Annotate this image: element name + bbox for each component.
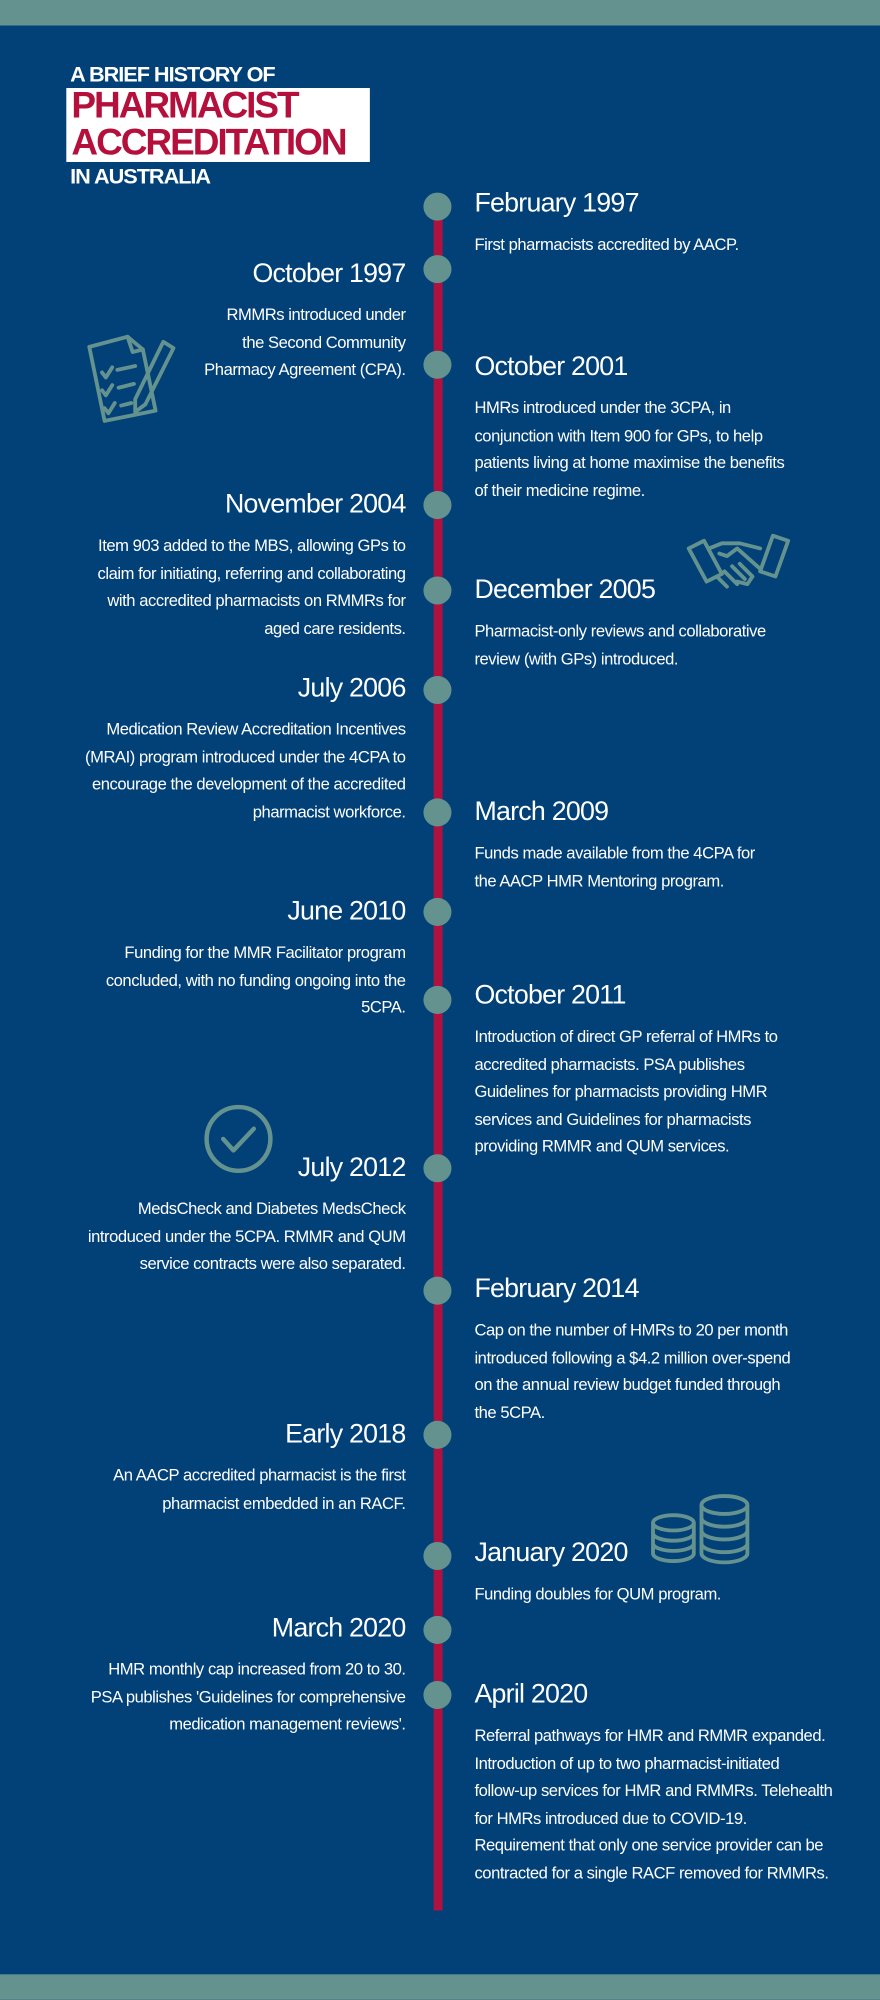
event-text: RMMRs introduced under the Second Community Pharmacy Agreement (CPA).: [204, 304, 406, 379]
event-text: Referral pathways for HMR and RMMR expanded. Introduction of up to two pharmacist-initiated follow-up services for HMR and RMMRs. Telehealth for HMRs introduced due to COVID-19. Requirement that only one service provider can be contracted for a single RACF removed for RMMRs.: [474, 1725, 833, 1882]
event-date: March 2020: [271, 1613, 406, 1643]
event-text: MedsCheck and Diabetes MedsCheck introduced under the 5CPA. RMMR and QUM service contracts were also separated.: [87, 1198, 406, 1273]
timeline-line: [434, 210, 443, 1910]
timeline-dot: [423, 798, 451, 826]
event-date: October 2001: [474, 352, 628, 382]
timeline-dot: [423, 351, 451, 379]
event-text: An AACP accredited pharmacist is the first pharmacist embedded in an RACF.: [113, 1465, 406, 1512]
timeline-dot: [423, 1681, 451, 1709]
handshake-icon: [686, 531, 791, 608]
event-date: November 2004: [224, 489, 406, 520]
checkmark-circle-icon: [202, 1102, 276, 1176]
title-line-1: A BRIEF HISTORY OF: [70, 62, 275, 87]
event-apr-2020: [474, 1678, 857, 1886]
event-date: December 2005: [474, 575, 656, 605]
timeline-dot: [423, 1542, 451, 1570]
event-mar-2009: [474, 796, 857, 894]
event-feb-2014: [474, 1273, 857, 1426]
event-oct-1997: [23, 258, 406, 384]
timeline-dot: [423, 193, 451, 221]
title-highlight-box: [66, 85, 370, 164]
event-date: July 2006: [297, 673, 406, 703]
title-line-2: PHARMACIST: [71, 85, 298, 127]
timeline-dot: [423, 1421, 451, 1449]
event-date: June 2010: [287, 896, 406, 926]
event-early-2018: [23, 1418, 406, 1516]
event-date: March 2009: [474, 797, 609, 827]
event-text: Item 903 added to the MBS, allowing GPs to claim for initiating, referring and collaborating with accredited pharmacists on RMMRs for aged care residents.: [97, 535, 406, 638]
coin-stacks-icon: [648, 1492, 755, 1569]
timeline-dot: [423, 676, 451, 704]
event-date: April 2020: [474, 1679, 588, 1710]
event-date: October 2011: [474, 980, 626, 1011]
timeline-dot: [423, 491, 451, 519]
timeline-dot: [423, 1154, 451, 1182]
event-text: Medication Review Accreditation Incentives (MRAI) program introduced under the 4CPA to encourage the development of the accredited pharmacist workforce.: [85, 719, 406, 821]
event-mar-2020: [23, 1612, 406, 1738]
timeline-dot: [423, 255, 451, 283]
event-text: HMRs introduced under the 3CPA, in conjunction with Item 900 for GPs, to help patients living at home maximise the benefits of their medicine regime.: [474, 397, 785, 500]
event-date: October 1997: [252, 258, 406, 289]
timeline-dot: [423, 986, 451, 1014]
timeline-dot: [423, 576, 451, 604]
clipboard-checklist-icon: [84, 332, 181, 426]
event-date: February 2014: [474, 1274, 639, 1304]
top-band: [0, 0, 880, 26]
event-nov-2004: [23, 488, 406, 641]
event-date: July 2012: [297, 1152, 406, 1183]
title-line-4: IN AUSTRALIA: [70, 164, 211, 189]
event-text: Introduction of direct GP referral of HMRs to accredited pharmacists. PSA publishes Guidelines for pharmacists providing HMR services and Guidelines for pharmacists providing RMMR and QUM services.: [474, 1026, 778, 1156]
title-line-3: ACCREDITATION: [71, 122, 346, 164]
event-oct-2011: [474, 980, 857, 1160]
event-text: First pharmacists accredited by AACP.: [474, 234, 739, 254]
event-text: Cap on the number of HMRs to 20 per month introduced following a $4.2 million over-spend on the annual review budget funded through the 5CPA.: [474, 1320, 791, 1422]
event-oct-2001: [474, 351, 857, 504]
timeline-dot: [423, 1616, 451, 1644]
event-feb-1997: [474, 187, 857, 258]
event-date: January 2020: [474, 1538, 628, 1568]
event-text: Funds made available from the 4CPA for the AACP HMR Mentoring program.: [474, 843, 755, 890]
bottom-band: [0, 1974, 880, 2000]
event-jun-2010: [23, 895, 406, 1021]
event-date: Early 2018: [285, 1419, 406, 1449]
timeline-dot: [423, 1277, 451, 1305]
event-text: Pharmacist-only reviews and collaborative review (with GPs) introduced.: [474, 621, 766, 668]
event-date: February 1997: [474, 188, 639, 219]
event-text: Funding for the MMR Facilitator program concluded, with no funding ongoing into the 5CPA.: [105, 942, 406, 1017]
event-jul-2006: [23, 672, 406, 825]
event-text: HMR monthly cap increased from 20 to 30. PSA publishes 'Guidelines for comprehensive medication management reviews'.: [90, 1659, 406, 1734]
event-text: Funding doubles for QUM program.: [474, 1584, 721, 1604]
event-dec-2005: [474, 574, 857, 672]
timeline-dot: [423, 898, 451, 926]
